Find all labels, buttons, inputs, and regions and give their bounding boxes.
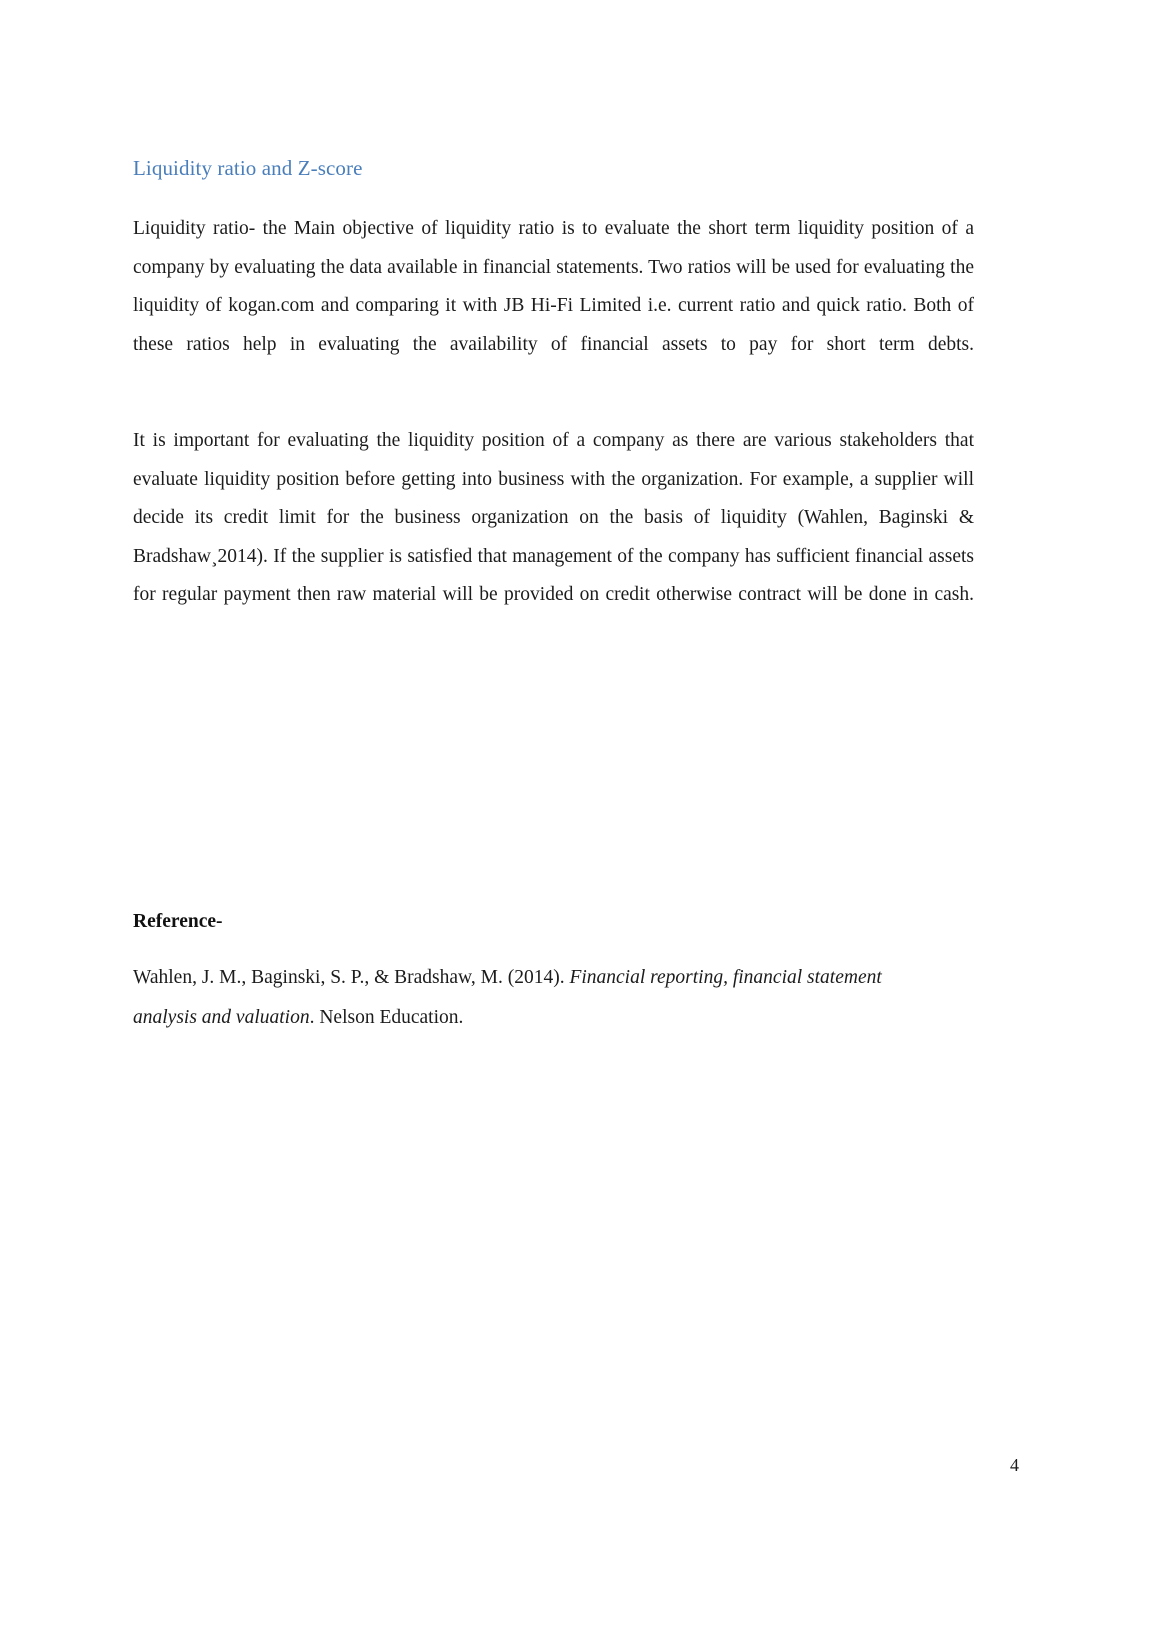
paragraph-liquidity-ratio-definition: Liquidity ratio- the Main objective of liquidity ratio is to evaluate the short term liquidity position of a company by evaluating the data available in financial statements. Two ratios will be used for evaluating the liquidity of kogan.com and comparing it with JB Hi-Fi Limited i.e. current ratio and quick ratio. Both of these ratios help in evaluating the availability of financial assets to pay for short term debts. (133, 218, 974, 355)
reference-authors-year: Wahlen, J. M., Baginski, S. P., & Bradshaw, M. (2014). (133, 967, 570, 988)
section-heading-liquidity-ratio: Liquidity ratio and Z-score (133, 156, 363, 180)
reference-section-heading: Reference- (133, 911, 223, 932)
reference-entry (133, 958, 933, 1038)
reference-publisher: . Nelson Education. (309, 1007, 464, 1028)
page-number: 4 (1010, 1455, 1019, 1475)
reference-title: Financial reporting, financial statement analysis and valuation (133, 967, 882, 1028)
paragraph-liquidity-importance: It is important for evaluating the liquidity position of a company as there are various stakeholders that evaluate liquidity position before getting into business with the organization. For example, a supplier will decide its credit limit for the business organization on the basis of liquidity (Wahlen, Baginski & Bradshaw¸2014). If the supplier is satisfied that management of the company has sufficient financial assets for regular payment then raw material will be provided on credit otherwise contract will be done in cash. (133, 430, 974, 606)
